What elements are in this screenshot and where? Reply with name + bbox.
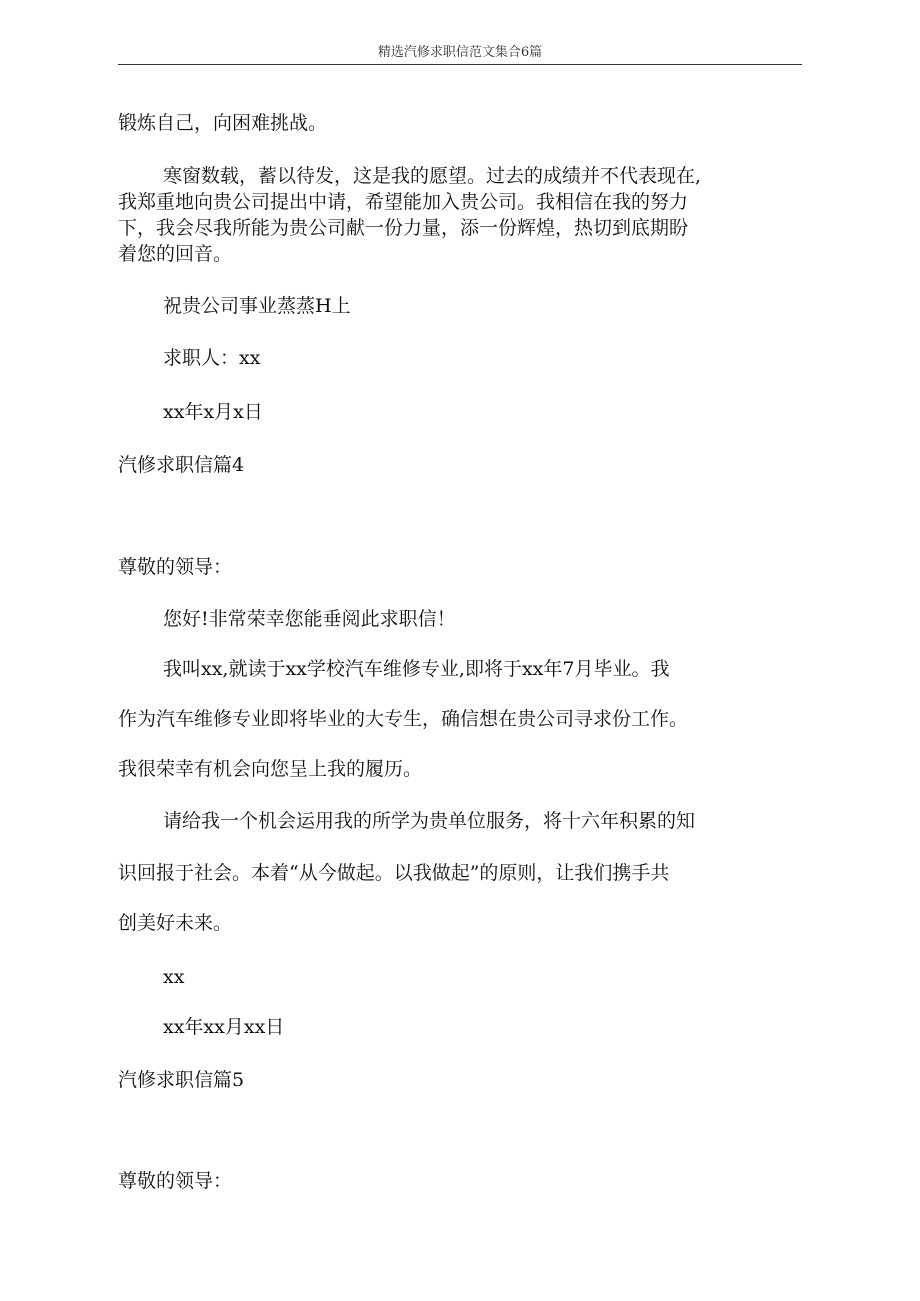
paragraph-line: 我很荣幸有机会向您呈上我的履历。	[118, 758, 423, 780]
applicant-signature: 求职人：xx	[163, 347, 261, 369]
section-title: 汽修求职信篇5	[118, 1069, 245, 1091]
paragraph-line: 创美好未来。	[118, 912, 233, 934]
paragraph-line: 我郑重地向贵公司提出中请，希望能加入贵公司。我相信在我的努力	[118, 191, 689, 213]
paragraph-line: 着您的回音。	[118, 243, 233, 265]
closing-wish: 祝贵公司事业蒸蒸H上	[163, 295, 351, 317]
paragraph-line: 识回报于社会。本着“从今做起。以我做起”的原则，让我们携手共	[118, 862, 670, 884]
section-title: 汽修求职信篇4	[118, 454, 245, 476]
text-line: 锻炼自己，向困难挑战。	[118, 112, 328, 134]
paragraph-line: 我叫xx,就读于xx学校汽车维修专业,即将于xx年7月毕业。我	[163, 658, 670, 680]
paragraph-line: 作为汽车维修专业即将毕业的大专生，确信想在贵公司寻求份工作。	[118, 708, 689, 730]
paragraph-line: 寒窗数载，蓄以待发，这是我的愿望。过去的成绩并不代表现在,	[163, 165, 702, 187]
paragraph-line: 请给我一个机会运用我的所学为贵单位服务，将十六年积累的知	[163, 810, 696, 832]
salutation: 尊敬的领导：	[118, 1170, 233, 1192]
letter-date: xx年x月x日	[163, 401, 263, 423]
letter-date: xx年xx月xx日	[163, 1016, 285, 1038]
salutation: 尊敬的领导：	[118, 556, 233, 578]
greeting: 您好!非常荣幸您能垂阅此求职信！	[163, 608, 456, 630]
signature: xx	[163, 966, 185, 988]
page-header: 精选汽修求职信范文集合6篇	[118, 42, 802, 65]
paragraph-line: 下，我会尽我所能为贵公司献一份力量，添一份辉煌，热切到底期盼	[118, 217, 689, 239]
